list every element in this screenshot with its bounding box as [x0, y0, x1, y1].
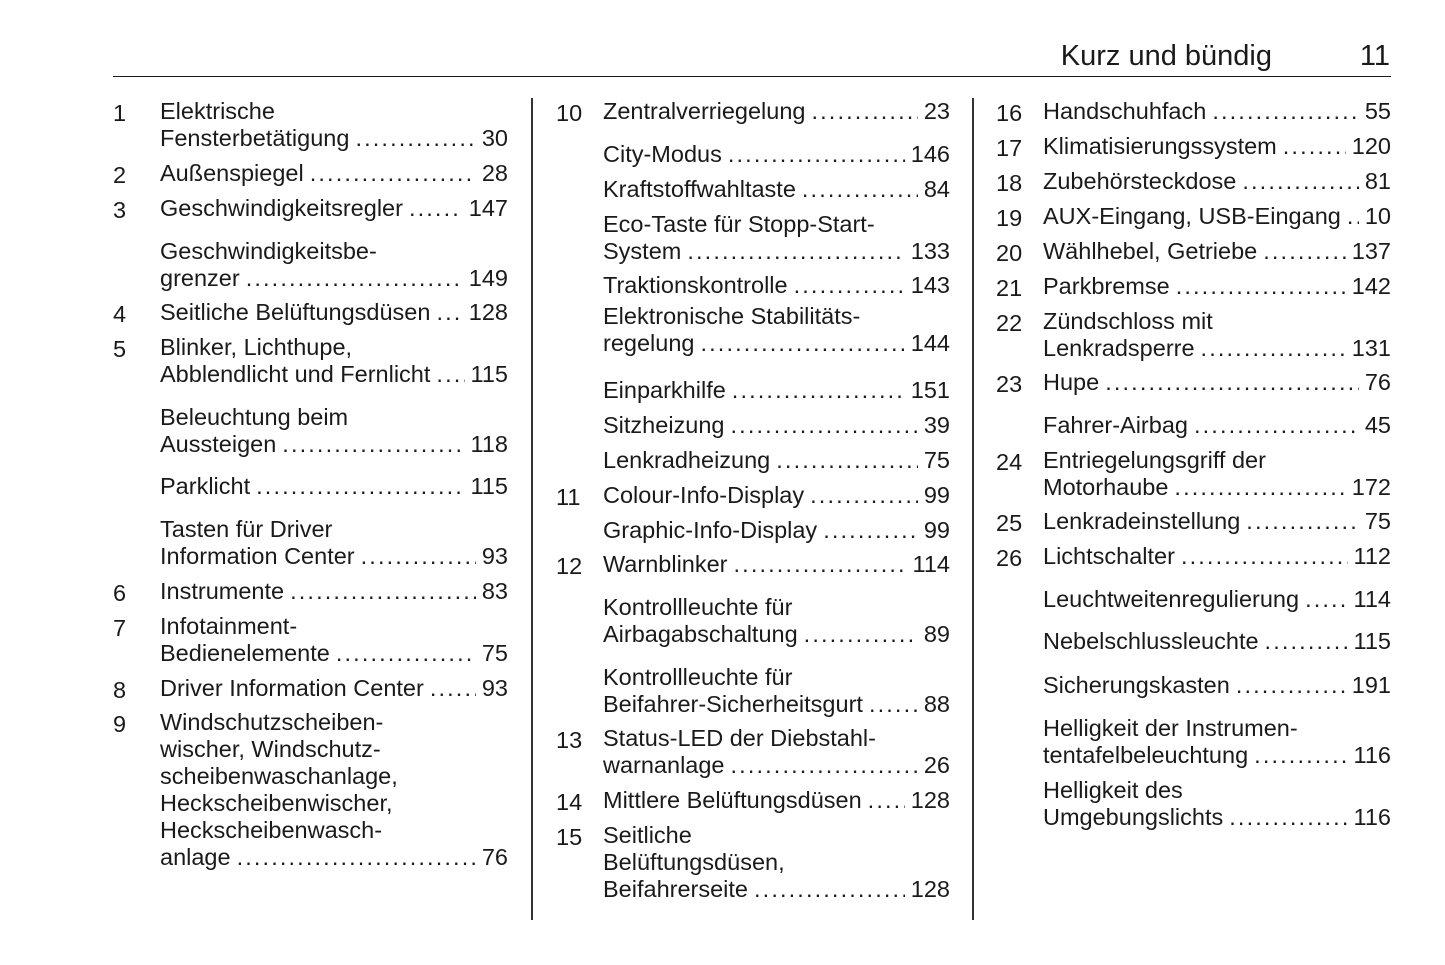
- index-entry[interactable]: [996, 508, 1391, 535]
- item-number: 18: [996, 170, 1023, 196]
- page-reference[interactable]: 76: [1364, 369, 1391, 395]
- item-number: 16: [996, 100, 1023, 126]
- entry-label-line: Blinker, Lichthupe,: [160, 334, 353, 360]
- index-entry[interactable]: [556, 272, 950, 299]
- entry-label-line: Kraftstoffwahltaste: [603, 176, 796, 202]
- index-entry[interactable]: [556, 517, 950, 544]
- entry-label-line: Lenkradheizung: [603, 447, 771, 473]
- entry-label-line: Wählhebel, Getriebe: [1043, 238, 1258, 264]
- entry-label-line: Zentralverriegelung: [603, 98, 806, 124]
- entry-label-line: Abblendlicht und Fernlicht: [160, 361, 431, 387]
- dot-leader: [1176, 273, 1346, 300]
- dot-leader: [237, 844, 476, 871]
- page-reference[interactable]: 89: [923, 621, 950, 647]
- dot-leader: [246, 265, 463, 292]
- dot-leader: [811, 98, 917, 125]
- page-reference[interactable]: 191: [1351, 672, 1391, 698]
- dot-leader: [1212, 98, 1359, 125]
- section-title: Kurz und bündig: [1060, 40, 1272, 72]
- page-reference[interactable]: 88: [923, 691, 950, 717]
- page-reference[interactable]: 99: [923, 482, 950, 508]
- entry-label-line: City-Modus: [603, 141, 722, 167]
- entry-label-line: Elektrische: [160, 98, 275, 124]
- page-reference[interactable]: 99: [923, 517, 950, 543]
- entry-label-line: Lichtschalter: [1043, 543, 1175, 569]
- item-number: 19: [996, 205, 1023, 231]
- entry-label-line: Traktionskontrolle: [603, 272, 788, 298]
- item-number: 20: [996, 240, 1023, 266]
- entry-label-line: Geschwindigkeitsregler: [160, 195, 403, 221]
- entry-label-line: Parkbremse: [1043, 273, 1170, 299]
- entry-label-line: Beifahrer-Sicherheitsgurt: [603, 691, 863, 717]
- entry-label-line: Zubehörsteckdose: [1043, 168, 1237, 194]
- index-entry[interactable]: [556, 447, 950, 474]
- page-reference[interactable]: 128: [910, 787, 950, 813]
- entry-label-line: Klimatisierungssystem: [1043, 133, 1277, 159]
- index-entry[interactable]: [556, 141, 950, 168]
- page-reference[interactable]: 84: [923, 176, 950, 202]
- item-number: 10: [556, 100, 583, 126]
- dot-leader: [869, 691, 918, 718]
- index-entry[interactable]: [113, 578, 508, 605]
- item-number: 6: [113, 580, 127, 606]
- entry-label-line: Aussteigen: [160, 431, 277, 457]
- entry-label-line: warnanlage: [603, 752, 725, 778]
- dot-leader: [1305, 586, 1347, 613]
- item-number: 8: [113, 677, 127, 703]
- dot-leader: [868, 787, 905, 814]
- page-reference[interactable]: 172: [1351, 474, 1391, 500]
- index-entry[interactable]: [996, 447, 1391, 501]
- entry-label-line: Graphic-Info-Display: [603, 517, 818, 543]
- index-entry[interactable]: [996, 168, 1391, 195]
- page-reference[interactable]: 144: [910, 330, 950, 356]
- entry-label-line: Helligkeit der Instrumen-: [1043, 715, 1298, 741]
- entry-label-line: Motorhaube: [1043, 474, 1169, 500]
- index-entry[interactable]: [996, 133, 1391, 160]
- entry-label-line: Heckscheibenwasch-: [160, 817, 383, 843]
- page-reference[interactable]: 116: [1353, 804, 1391, 830]
- dot-leader: [776, 447, 918, 474]
- page-reference[interactable]: 75: [923, 447, 950, 473]
- item-number: 17: [996, 135, 1023, 161]
- page-reference[interactable]: 39: [923, 412, 950, 438]
- item-number: 23: [996, 371, 1023, 397]
- page-reference[interactable]: 114: [912, 551, 950, 577]
- column-divider: [531, 98, 533, 920]
- item-number: 14: [556, 789, 583, 815]
- entry-label-line: Kontrollleuchte für: [603, 594, 793, 620]
- entry-label-line: grenzer: [160, 265, 240, 291]
- entry-label-line: tentafelbeleuchtung: [1043, 742, 1249, 768]
- page-reference[interactable]: 115: [1353, 628, 1391, 654]
- dot-leader: [1347, 203, 1359, 230]
- dot-leader: [1254, 742, 1347, 769]
- dot-leader: [310, 160, 476, 187]
- index-entry[interactable]: [113, 516, 508, 570]
- index-entry[interactable]: [556, 98, 950, 125]
- dot-leader: [409, 195, 463, 222]
- entry-label-line: Driver Information Center: [160, 675, 424, 701]
- dot-leader: [794, 272, 905, 299]
- page-reference[interactable]: 143: [910, 272, 950, 298]
- entry-label-line: Außenspiegel: [160, 160, 304, 186]
- entry-label-line: Lenkradsperre: [1043, 335, 1195, 361]
- dot-leader: [810, 482, 918, 509]
- entry-label-line: Status-LED der Diebstahl-: [603, 725, 876, 751]
- dot-leader: [700, 330, 904, 357]
- item-number: 4: [113, 301, 127, 327]
- index-entry[interactable]: [556, 594, 950, 648]
- item-number: 24: [996, 449, 1023, 475]
- index-entry[interactable]: [113, 675, 508, 702]
- entry-label-line: regelung: [603, 330, 695, 356]
- entry-label-line: Information Center: [160, 543, 355, 569]
- page-reference[interactable]: 128: [910, 876, 950, 902]
- entry-label-line: Zündschloss mit: [1043, 308, 1213, 334]
- entry-label-line: Entriegelungsgriff der: [1043, 447, 1266, 473]
- page-reference[interactable]: 151: [910, 377, 950, 403]
- item-number: 5: [113, 336, 127, 362]
- entry-label-line: Umgebungslichts: [1043, 804, 1224, 830]
- dot-leader: [1174, 474, 1345, 501]
- index-entry[interactable]: [556, 211, 950, 265]
- entry-label-line: Belüftungsdüsen,: [603, 849, 785, 875]
- dot-leader: [355, 125, 475, 152]
- page-reference[interactable]: 55: [1364, 98, 1391, 124]
- dot-leader: [732, 377, 905, 404]
- item-number: 22: [996, 310, 1023, 336]
- index-entry[interactable]: [556, 725, 950, 779]
- entry-label-line: Kontrollleuchte für: [603, 664, 793, 690]
- entry-label-line: Instrumente: [160, 578, 285, 604]
- entry-label-line: Beleuchtung beim: [160, 404, 349, 430]
- dot-leader: [1242, 168, 1359, 195]
- dot-leader: [731, 412, 918, 439]
- entry-label-line: Heckscheibenwischer,: [160, 790, 393, 816]
- page-reference[interactable]: 120: [1351, 133, 1391, 159]
- entry-label-line: Leuchtweitenregulierung: [1043, 586, 1300, 612]
- page-reference[interactable]: 114: [1353, 586, 1391, 612]
- dot-leader: [1105, 369, 1359, 396]
- entry-label-line: Hupe: [1043, 369, 1100, 395]
- page-reference[interactable]: 28: [481, 160, 508, 186]
- item-number: 7: [113, 615, 127, 641]
- dot-leader: [1229, 804, 1347, 831]
- page-reference[interactable]: 115: [470, 473, 508, 499]
- index-entry[interactable]: [996, 715, 1391, 769]
- dot-leader: [336, 640, 476, 667]
- column-divider: [972, 98, 974, 920]
- index-entry[interactable]: [113, 473, 508, 500]
- entry-label-line: Mittlere Belüftungsdüsen: [603, 787, 862, 813]
- page-reference[interactable]: 147: [468, 195, 508, 221]
- dot-leader: [1201, 335, 1346, 362]
- index-entry[interactable]: [113, 613, 508, 667]
- entry-label-line: Elektronische Stabilitäts-: [603, 303, 861, 329]
- entry-label-line: Tasten für Driver: [160, 516, 333, 542]
- item-number: 21: [996, 275, 1023, 301]
- entry-label-line: Airbagabschaltung: [603, 621, 798, 647]
- page-reference[interactable]: 81: [1364, 168, 1391, 194]
- index-entry[interactable]: [556, 482, 950, 509]
- page-reference[interactable]: 30: [481, 125, 508, 151]
- entry-label-line: Bedienelemente: [160, 640, 330, 666]
- header-rule: [113, 76, 1391, 77]
- index-entry[interactable]: [996, 628, 1391, 655]
- index-entry[interactable]: [996, 672, 1391, 699]
- page-reference[interactable]: 75: [481, 640, 508, 666]
- entry-label-line: Nebelschlussleuchte: [1043, 628, 1259, 654]
- item-number: 15: [556, 824, 583, 850]
- item-number: 12: [556, 553, 583, 579]
- entry-label-line: scheibenwaschanlage,: [160, 763, 398, 789]
- index-entry[interactable]: [556, 377, 950, 404]
- entry-label-line: Eco-Taste für Stopp-Start-: [603, 211, 875, 237]
- index-entry[interactable]: [556, 303, 950, 357]
- dot-leader: [430, 675, 476, 702]
- index-entry[interactable]: [113, 299, 508, 326]
- page-reference[interactable]: 146: [910, 141, 950, 167]
- index-entry[interactable]: [996, 586, 1391, 613]
- entry-label-line: Windschutzscheiben-: [160, 709, 384, 735]
- dot-leader: [1246, 508, 1359, 535]
- page-reference[interactable]: 93: [481, 543, 508, 569]
- entry-label-line: Fahrer-Airbag: [1043, 412, 1188, 438]
- page-reference[interactable]: 116: [1353, 742, 1391, 768]
- index-entry[interactable]: [996, 308, 1391, 362]
- item-number: 1: [113, 100, 127, 126]
- dot-leader: [1263, 238, 1346, 265]
- dot-leader: [1283, 133, 1346, 160]
- index-entry[interactable]: [556, 412, 950, 439]
- dot-leader: [1265, 628, 1348, 655]
- entry-label-line: Seitliche: [603, 822, 692, 848]
- dot-leader: [361, 543, 476, 570]
- page-reference[interactable]: 23: [923, 98, 950, 124]
- entry-label-line: Sitzheizung: [603, 412, 725, 438]
- entry-label-line: Infotainment-: [160, 613, 298, 639]
- page-reference[interactable]: 10: [1364, 203, 1391, 229]
- page-reference[interactable]: 115: [470, 361, 508, 387]
- index-entry[interactable]: [996, 98, 1391, 125]
- index-entry[interactable]: [996, 543, 1391, 570]
- page-reference[interactable]: 142: [1351, 273, 1391, 299]
- index-entry[interactable]: [113, 334, 508, 388]
- page-number: 11: [1359, 40, 1390, 72]
- entry-label-line: Helligkeit des: [1043, 777, 1183, 803]
- index-entry[interactable]: [113, 238, 508, 292]
- dot-leader: [804, 621, 918, 648]
- index-entry[interactable]: [113, 404, 508, 458]
- index-entry[interactable]: [556, 787, 950, 814]
- entry-label-line: System: [603, 238, 682, 264]
- item-number: 9: [113, 711, 127, 737]
- entry-label-line: Lenkradeinstellung: [1043, 508, 1241, 534]
- entry-label-line: anlage: [160, 844, 231, 870]
- page-reference[interactable]: 45: [1364, 412, 1391, 438]
- item-number: 3: [113, 197, 127, 223]
- page-reference[interactable]: 131: [1351, 335, 1391, 361]
- dot-leader: [436, 299, 462, 326]
- page-reference[interactable]: 137: [1351, 238, 1391, 264]
- entry-label-line: Einparkhilfe: [603, 377, 726, 403]
- page-reference[interactable]: 75: [1364, 508, 1391, 534]
- item-number: 25: [996, 510, 1023, 536]
- item-number: 13: [556, 727, 583, 753]
- dot-leader: [1181, 543, 1348, 570]
- page-reference[interactable]: 76: [481, 844, 508, 870]
- page-reference[interactable]: 93: [481, 675, 508, 701]
- entry-label-line: AUX-Eingang, USB-Eingang: [1043, 203, 1341, 229]
- entry-label-line: Fensterbetätigung: [160, 125, 350, 151]
- page-reference[interactable]: 26: [923, 752, 950, 778]
- index-entry[interactable]: [996, 238, 1391, 265]
- dot-leader: [282, 431, 464, 458]
- entry-label-line: Geschwindigkeitsbe-: [160, 238, 377, 264]
- entry-label-line: wischer, Windschutz-: [160, 736, 381, 762]
- page-reference[interactable]: 118: [470, 431, 508, 457]
- dot-leader: [687, 238, 904, 265]
- entry-label-line: Sicherungskasten: [1043, 672, 1230, 698]
- entry-label-line: Colour-Info-Display: [603, 482, 805, 508]
- index-entry[interactable]: [113, 709, 508, 871]
- entry-label-line: Handschuhfach: [1043, 98, 1207, 124]
- item-number: 2: [113, 162, 127, 188]
- index-entry[interactable]: [113, 98, 508, 152]
- index-entry[interactable]: [113, 160, 508, 187]
- page-reference[interactable]: 112: [1353, 543, 1391, 569]
- index-entry[interactable]: [996, 777, 1391, 831]
- page-reference[interactable]: 149: [468, 265, 508, 291]
- index-entry[interactable]: [556, 822, 950, 903]
- dot-leader: [823, 517, 918, 544]
- dot-leader: [256, 473, 464, 500]
- entry-label-line: Seitliche Belüftungsdüsen: [160, 299, 431, 325]
- index-entry[interactable]: [996, 203, 1391, 230]
- page-reference[interactable]: 128: [468, 299, 508, 325]
- item-number: 11: [556, 484, 581, 510]
- dot-leader: [1236, 672, 1346, 699]
- entry-label-line: Warnblinker: [603, 551, 728, 577]
- index-entry[interactable]: [996, 369, 1391, 396]
- dot-leader: [728, 141, 905, 168]
- index-entry[interactable]: [556, 176, 950, 203]
- index-entry[interactable]: [556, 551, 950, 578]
- index-entry[interactable]: [996, 412, 1391, 439]
- dot-leader: [290, 578, 476, 605]
- dot-leader: [734, 551, 907, 578]
- item-number: 26: [996, 545, 1023, 571]
- dot-leader: [731, 752, 918, 779]
- index-entry[interactable]: [556, 664, 950, 718]
- entry-label-line: Beifahrerseite: [603, 876, 748, 902]
- entry-label-line: Parklicht: [160, 473, 251, 499]
- dot-leader: [802, 176, 918, 203]
- index-entry[interactable]: [113, 195, 508, 222]
- page-reference[interactable]: 133: [910, 238, 950, 264]
- dot-leader: [1194, 412, 1359, 439]
- dot-leader: [754, 876, 905, 903]
- dot-leader: [436, 361, 464, 388]
- index-entry[interactable]: [996, 273, 1391, 300]
- page-reference[interactable]: 83: [481, 578, 508, 604]
